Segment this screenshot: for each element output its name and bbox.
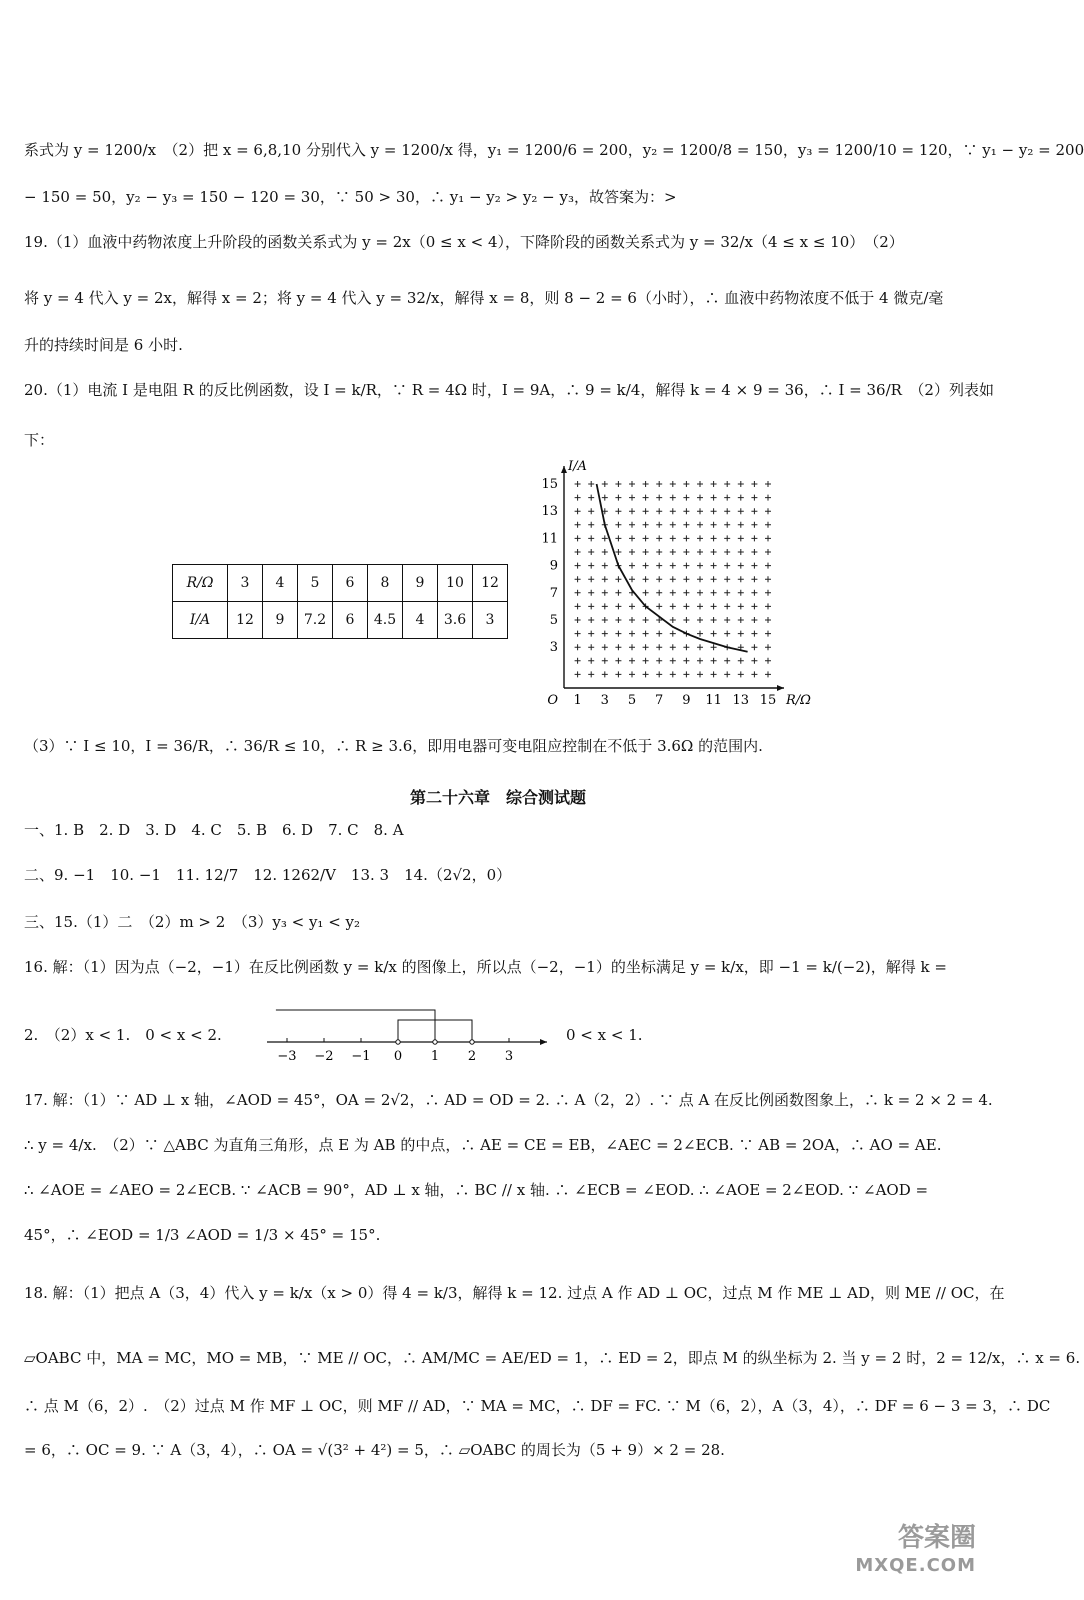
grid-plus-mark [765, 644, 771, 650]
grid-plus-mark [629, 508, 635, 514]
grid-plus-mark [765, 617, 771, 623]
grid-plus-mark [656, 603, 662, 609]
grid-plus-mark [629, 576, 635, 582]
grid-plus-mark [724, 549, 730, 555]
grid-plus-mark [683, 576, 689, 582]
grid-plus-mark [629, 481, 635, 487]
grid-plus-mark [724, 576, 730, 582]
grid-plus-mark [602, 644, 608, 650]
inverse-proportion-curve [597, 484, 748, 652]
table-cell: 9 [403, 565, 438, 602]
grid-plus-mark [656, 576, 662, 582]
grid-plus-mark [615, 631, 621, 637]
number-line-tick-label: −3 [277, 1049, 297, 1064]
grid-plus-mark [602, 549, 608, 555]
line-12: 16. 解：（1）因为点（−2，−1）在反比例函数 y = k/x 的图像上，所以点（−2，−1）的坐标满足 y = k/x，即 −1 = k/(−2)，解得 k = [24, 958, 947, 976]
number-line-tick-label: −2 [314, 1049, 334, 1064]
grid-plus-mark [738, 535, 744, 541]
grid-plus-mark [738, 658, 744, 664]
grid-plus-mark [751, 617, 757, 623]
grid-plus-mark [738, 522, 744, 528]
grid-plus-mark [602, 617, 608, 623]
grid-plus-mark [575, 563, 581, 569]
grid-plus-mark [765, 590, 771, 596]
grid-plus-mark [588, 522, 594, 528]
grid-plus-mark [588, 576, 594, 582]
table-cell: 9 [263, 602, 298, 639]
line-13a: 2. （2）x < 1. 0 < x < 2. [24, 1026, 222, 1044]
grid-plus-mark [629, 631, 635, 637]
x-axis-arrow [777, 685, 784, 691]
grid-plus-mark [765, 631, 771, 637]
grid-plus-mark [670, 495, 676, 501]
grid-plus-mark [615, 508, 621, 514]
line-21: = 6，∴ OC = 9. ∵ A（3，4），∴ OA = √(3² + 4²) = 5，∴ ▱OABC 的周长为（5 + 9）× 2 = 28. [24, 1441, 725, 1459]
y-tick-label: 9 [549, 558, 558, 574]
grid-plus-mark [697, 644, 703, 650]
table-cell: 8 [368, 565, 403, 602]
line-15: ∴ y = 4/x. （2）∵ △ABC 为直角三角形，点 E 为 AB 的中点，∴ AE = CE = EB，∠AEC = 2∠ECB. ∵ AB = 2OA，∴ AO = AE. [24, 1136, 942, 1154]
table-cell: 12 [473, 565, 508, 602]
grid-plus-mark [670, 590, 676, 596]
grid-plus-mark [738, 590, 744, 596]
grid-plus-mark [602, 495, 608, 501]
grid-plus-mark [670, 644, 676, 650]
grid-plus-mark [643, 522, 649, 528]
grid-plus-mark [602, 658, 608, 664]
grid-plus-mark [724, 522, 730, 528]
line-7: 下： [24, 431, 55, 449]
grid-plus-mark [656, 508, 662, 514]
grid-plus-mark [697, 481, 703, 487]
grid-plus-mark [670, 563, 676, 569]
grid-plus-mark [711, 603, 717, 609]
line-6: 20.（1）电流 I 是电阻 R 的反比例函数，设 I = k/R，∵ R = 4Ω 时，I = 9A，∴ 9 = k/4，解得 k = 4 × 9 = 36，∴ I = 36/R （2）列表如 [24, 381, 994, 399]
table-cell: 6 [333, 565, 368, 602]
grid-plus-mark [765, 535, 771, 541]
grid-plus-mark [656, 522, 662, 528]
grid-plus-mark [602, 481, 608, 487]
x-tick-label: 9 [682, 693, 691, 708]
grid-plus-mark [765, 658, 771, 664]
grid-plus-mark [575, 658, 581, 664]
grid-plus-mark [615, 495, 621, 501]
grid-plus-mark [683, 481, 689, 487]
grid-plus-mark [683, 508, 689, 514]
grid-plus-mark [656, 535, 662, 541]
line-11: 三、15.（1）二 （2）m > 2 （3）y₃ < y₁ < y₂ [24, 913, 361, 931]
grid-plus-mark [575, 508, 581, 514]
grid-plus-mark [643, 617, 649, 623]
grid-plus-mark [751, 549, 757, 555]
table-cell: 4 [403, 602, 438, 639]
grid-plus-mark [643, 576, 649, 582]
grid-plus-mark [724, 617, 730, 623]
grid-plus-mark [629, 658, 635, 664]
solution-bracket-x-lt-1 [276, 1010, 435, 1042]
grid-plus-mark [670, 481, 676, 487]
y-tick-label: 3 [549, 640, 558, 656]
grid-plus-mark [738, 508, 744, 514]
number-line-tick-label: 1 [430, 1049, 440, 1064]
grid-plus-mark [724, 508, 730, 514]
grid-plus-mark [588, 590, 594, 596]
grid-plus-mark [575, 535, 581, 541]
grid-plus-mark [588, 508, 594, 514]
grid-plus-mark [697, 495, 703, 501]
grid-plus-mark [670, 603, 676, 609]
line-16: ∴ ∠AOE = ∠AEO = 2∠ECB. ∵ ∠ACB = 90°，AD ⊥ x 轴，∴ BC // x 轴. ∴ ∠ECB = ∠EOD. ∴ ∠AOE = 2∠EOD. ∵ ∠AOD = [24, 1181, 929, 1199]
grid-plus-mark [588, 671, 594, 677]
y-tick-label: 11 [541, 531, 558, 547]
grid-plus-mark [751, 563, 757, 569]
grid-plus-mark [643, 481, 649, 487]
grid-plus-mark [765, 576, 771, 582]
grid-plus-mark [615, 481, 621, 487]
grid-plus-mark [575, 603, 581, 609]
grid-plus-mark [751, 535, 757, 541]
open-point-0 [396, 1040, 400, 1044]
grid-plus-mark [615, 671, 621, 677]
grid-plus-mark [588, 563, 594, 569]
grid-plus-mark [615, 535, 621, 541]
number-line [265, 1005, 555, 1065]
grid-plus-mark [575, 671, 581, 677]
x-tick-label: 15 [759, 693, 777, 708]
grid-plus-mark [738, 549, 744, 555]
y-tick-label: 7 [549, 585, 558, 601]
grid-plus-mark [738, 631, 744, 637]
grid-plus-mark [629, 603, 635, 609]
grid-plus-mark [765, 495, 771, 501]
grid-plus-mark [670, 549, 676, 555]
grid-plus-mark [615, 576, 621, 582]
number-line-tick-label: −1 [351, 1049, 371, 1064]
grid-plus-mark [711, 576, 717, 582]
table-row-label: R/Ω [173, 565, 228, 602]
table-cell: 7.2 [298, 602, 333, 639]
grid-plus-mark [656, 644, 662, 650]
table-row-label: I/A [173, 602, 228, 639]
grid-plus-mark [751, 481, 757, 487]
grid-plus-mark [683, 644, 689, 650]
grid-plus-mark [711, 671, 717, 677]
x-tick-label: 3 [600, 693, 609, 708]
grid-plus-mark [738, 617, 744, 623]
resistance-current-table [172, 564, 508, 639]
grid-plus-mark [575, 644, 581, 650]
grid-plus-mark [697, 631, 703, 637]
grid-plus-mark [615, 522, 621, 528]
grid-plus-mark [588, 658, 594, 664]
grid-plus-mark [588, 631, 594, 637]
grid-plus-mark [643, 508, 649, 514]
line-3: 19.（1）血液中药物浓度上升阶段的函数关系式为 y = 2x（0 ≤ x < 4），下降阶段的函数关系式为 y = 32/x（4 ≤ x ≤ 10） （2） [24, 233, 904, 251]
table-cell: 5 [298, 565, 333, 602]
grid-plus-mark [615, 603, 621, 609]
grid-plus-mark [602, 576, 608, 582]
grid-plus-mark [738, 495, 744, 501]
grid-plus-mark [588, 481, 594, 487]
line-8: （3）∵ I ≤ 10，I = 36/R，∴ 36/R ≤ 10，∴ R ≥ 3.6，即用电器可变电阻应控制在不低于 3.6Ω 的范围内. [24, 737, 763, 755]
grid-plus-mark [738, 671, 744, 677]
grid-plus-mark [575, 617, 581, 623]
line-13b: 0 < x < 1. [566, 1026, 643, 1044]
grid-plus-mark [588, 495, 594, 501]
line-18: 18. 解：（1）把点 A（3，4）代入 y = k/x（x > 0）得 4 = k/3，解得 k = 12. 过点 A 作 AD ⊥ OC，过点 M 作 ME ⊥ AD，则 ME // OC，在 [24, 1284, 1005, 1302]
table-cell: 3 [473, 602, 508, 639]
grid-plus-mark [602, 535, 608, 541]
grid-plus-mark [575, 576, 581, 582]
grid-plus-mark [602, 631, 608, 637]
grid-plus-mark [588, 617, 594, 623]
grid-plus-mark [711, 658, 717, 664]
table-cell: 3 [228, 565, 263, 602]
grid-plus-mark [615, 644, 621, 650]
grid-plus-mark [656, 658, 662, 664]
grid-plus-mark [643, 644, 649, 650]
grid-plus-mark [629, 495, 635, 501]
grid-plus-mark [683, 658, 689, 664]
grid-plus-mark [629, 522, 635, 528]
table-cell: 4 [263, 565, 298, 602]
x-tick-label: 1 [573, 693, 582, 708]
grid-plus-mark [602, 590, 608, 596]
grid-plus-mark [724, 631, 730, 637]
grid-plus-mark [643, 495, 649, 501]
section-heading: 第二十六章 综合测试题 [409, 788, 586, 807]
grid-plus-mark [697, 522, 703, 528]
grid-plus-mark [711, 563, 717, 569]
grid-plus-mark [765, 508, 771, 514]
grid-plus-mark [629, 671, 635, 677]
grid-plus-mark [656, 631, 662, 637]
grid-plus-mark [711, 481, 717, 487]
grid-plus-mark [724, 590, 730, 596]
grid-plus-mark [615, 549, 621, 555]
grid-plus-mark [670, 576, 676, 582]
grid-plus-mark [724, 563, 730, 569]
grid-plus-mark [670, 522, 676, 528]
line-14: 17. 解：（1）∵ AD ⊥ x 轴，∠AOD = 45°，OA = 2√2，∴ AD = OD = 2. ∴ A（2，2）. ∵ 点 A 在反比例函数图象上，∴ k = 2 × 2 = 4. [24, 1091, 993, 1109]
grid-plus-mark [629, 563, 635, 569]
grid-plus-mark [697, 671, 703, 677]
grid-plus-mark [697, 658, 703, 664]
grid-plus-mark [697, 576, 703, 582]
grid-plus-mark [615, 617, 621, 623]
number-line-tick-label: 3 [504, 1049, 514, 1064]
grid-plus-mark [656, 563, 662, 569]
current-resistance-chart [528, 459, 811, 722]
y-axis-arrow [561, 466, 567, 473]
grid-plus-mark [765, 671, 771, 677]
grid-plus-mark [751, 590, 757, 596]
grid-plus-mark [575, 481, 581, 487]
grid-plus-mark [643, 658, 649, 664]
grid-plus-mark [711, 631, 717, 637]
grid-plus-mark [738, 563, 744, 569]
origin-label: O [547, 693, 558, 708]
table-cell: 12 [228, 602, 263, 639]
watermark-logo [855, 1524, 976, 1580]
x-axis-label: R/Ω [786, 693, 811, 708]
y-tick-label: 13 [541, 504, 558, 520]
line-2: − 150 = 50，y₂ − y₃ = 150 − 120 = 30，∵ 50 > 30，∴ y₁ − y₂ > y₂ − y₃，故答案为：> [24, 188, 677, 206]
grid-plus-mark [738, 576, 744, 582]
grid-plus-mark [683, 495, 689, 501]
grid-plus-mark [751, 631, 757, 637]
grid-plus-mark [683, 603, 689, 609]
table-row [173, 565, 508, 602]
grid-plus-mark [683, 522, 689, 528]
table-cell: 4.5 [368, 602, 403, 639]
y-axis-label: I/A [568, 459, 587, 474]
line-10: 二、9. −1 10. −1 11. 12/7 12. 1262/V 13. 3 14.（2√2，0） [24, 866, 512, 884]
grid-plus-mark [629, 549, 635, 555]
grid-plus-mark [629, 535, 635, 541]
grid-plus-mark [711, 495, 717, 501]
grid-plus-mark [751, 644, 757, 650]
grid-plus-mark [575, 522, 581, 528]
grid-plus-mark [711, 522, 717, 528]
grid-plus-mark [751, 522, 757, 528]
grid-plus-mark [711, 508, 717, 514]
grid-plus-mark [697, 617, 703, 623]
open-point-1 [433, 1040, 437, 1044]
watermark-main: 答案圈 [897, 1523, 976, 1553]
line-5: 升的持续时间是 6 小时. [24, 336, 183, 354]
grid-plus-mark [711, 617, 717, 623]
grid-plus-mark [588, 549, 594, 555]
grid-plus-mark [670, 671, 676, 677]
grid-plus-mark [711, 590, 717, 596]
grid-plus-mark [670, 508, 676, 514]
grid-plus-mark [670, 535, 676, 541]
grid-plus-mark [683, 617, 689, 623]
grid-plus-mark [615, 590, 621, 596]
grid-plus-mark [629, 644, 635, 650]
watermark-sub: MXQE.COM [855, 1555, 976, 1576]
y-tick-label: 5 [549, 613, 558, 628]
grid-plus-mark [656, 481, 662, 487]
grid-plus-mark [670, 617, 676, 623]
grid-plus-mark [656, 495, 662, 501]
line-19: ▱OABC 中，MA = MC，MO = MB，∵ ME // OC，∴ AM/MC = AE/ED = 1，∴ ED = 2，即点 M 的纵坐标为 2. 当 y = 2 时，2 = 12/x，∴ x = 6. [24, 1349, 1081, 1367]
grid-plus-mark [765, 549, 771, 555]
grid-plus-mark [656, 549, 662, 555]
grid-plus-mark [697, 535, 703, 541]
grid-plus-mark [765, 481, 771, 487]
grid-plus-mark [643, 549, 649, 555]
grid-plus-mark [602, 603, 608, 609]
number-line-arrow [540, 1039, 547, 1045]
table-cell: 6 [333, 602, 368, 639]
grid-plus-mark [697, 563, 703, 569]
line-9: 一、1. B 2. D 3. D 4. C 5. B 6. D 7. C 8. A [24, 821, 404, 839]
grid-plus-mark [643, 631, 649, 637]
grid-plus-mark [751, 508, 757, 514]
grid-plus-mark [656, 671, 662, 677]
grid-plus-mark [643, 590, 649, 596]
grid-plus-mark [751, 671, 757, 677]
grid-plus-mark [724, 603, 730, 609]
grid-plus-mark [724, 495, 730, 501]
grid-plus-mark [643, 671, 649, 677]
table-row [173, 602, 508, 639]
grid-plus-mark [683, 671, 689, 677]
grid-plus-mark [683, 590, 689, 596]
x-tick-label: 5 [627, 693, 637, 708]
grid-plus-mark [670, 658, 676, 664]
grid-plus-mark [711, 644, 717, 650]
grid-plus-mark [670, 631, 676, 637]
grid-plus-mark [588, 535, 594, 541]
line-17: 45°，∴ ∠EOD = 1/3 ∠AOD = 1/3 × 45° = 15°. [24, 1226, 381, 1244]
grid-plus-mark [711, 549, 717, 555]
grid-plus-mark [697, 549, 703, 555]
grid-plus-mark [602, 563, 608, 569]
grid-plus-mark [751, 576, 757, 582]
grid-plus-mark [697, 590, 703, 596]
x-tick-label: 7 [655, 693, 664, 708]
grid-plus-mark [697, 603, 703, 609]
grid-plus-mark [724, 535, 730, 541]
grid-plus-mark [751, 658, 757, 664]
grid-plus-mark [738, 481, 744, 487]
grid-plus-mark [575, 549, 581, 555]
grid-plus-mark [643, 535, 649, 541]
grid-plus-mark [575, 590, 581, 596]
grid-plus-mark [765, 522, 771, 528]
x-tick-label: 13 [732, 693, 750, 708]
number-line-tick-label: 0 [393, 1049, 403, 1064]
grid-plus-mark [615, 658, 621, 664]
grid-plus-mark [656, 590, 662, 596]
line-1: 系式为 y = 1200/x （2）把 x = 6,8,10 分别代入 y = 1200/x 得，y₁ = 1200/6 = 200，y₂ = 1200/8 = 150，y₃ = 1200/10 = 120，∵ y₁ − y₂ = 200 [24, 141, 1084, 159]
grid-plus-mark [683, 549, 689, 555]
grid-plus-mark [724, 658, 730, 664]
grid-plus-mark [738, 603, 744, 609]
number-line-tick-label: 2 [467, 1049, 477, 1064]
x-tick-label: 11 [705, 693, 722, 708]
grid-plus-mark [643, 563, 649, 569]
y-tick-label: 15 [541, 477, 558, 492]
grid-plus-mark [751, 603, 757, 609]
line-4: 将 y = 4 代入 y = 2x，解得 x = 2；将 y = 4 代入 y = 32/x，解得 x = 8，则 8 − 2 = 6（小时），∴ 血液中药物浓度不低于 4 微克/毫 [24, 289, 944, 307]
grid-plus-mark [724, 481, 730, 487]
grid-plus-mark [588, 603, 594, 609]
table-cell: 3.6 [438, 602, 473, 639]
grid-plus-mark [683, 535, 689, 541]
open-point-2 [470, 1040, 474, 1044]
table-cell: 10 [438, 565, 473, 602]
grid-plus-mark [575, 631, 581, 637]
grid-plus-mark [588, 644, 594, 650]
grid-plus-mark [724, 671, 730, 677]
grid-plus-mark [751, 495, 757, 501]
grid-plus-mark [697, 508, 703, 514]
grid-plus-mark [602, 671, 608, 677]
grid-plus-mark [765, 563, 771, 569]
line-20: ∴ 点 M（6，2）. （2）过点 M 作 MF ⊥ OC，则 MF // AD，∵ MA = MC，∴ DF = FC. ∵ M（6，2），A（3，4），∴ DF = 6 − 3 = 3，∴ DC [24, 1397, 1051, 1415]
grid-plus-mark [575, 495, 581, 501]
grid-plus-mark [683, 563, 689, 569]
grid-plus-mark [765, 603, 771, 609]
grid-plus-mark [711, 535, 717, 541]
grid-plus-mark [629, 617, 635, 623]
